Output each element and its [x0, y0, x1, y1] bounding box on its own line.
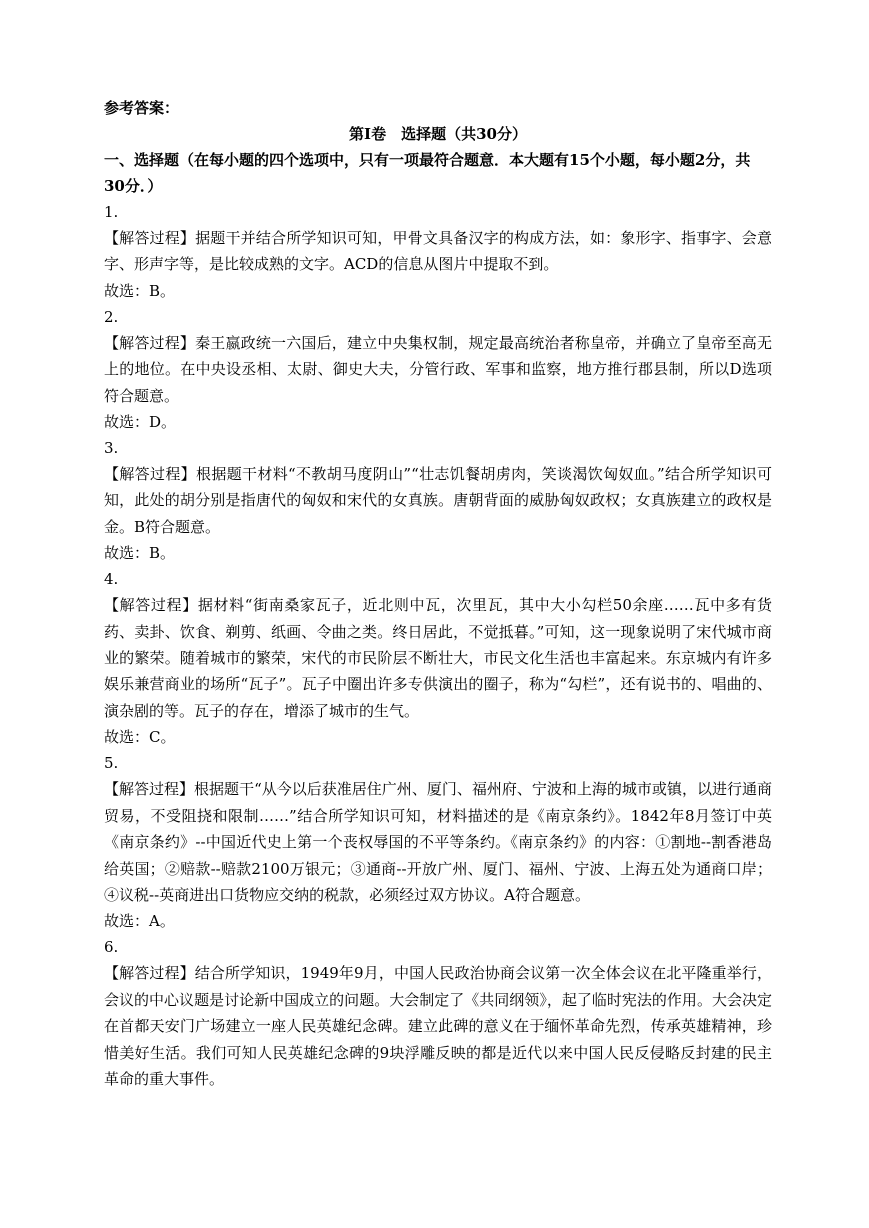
selected-answer: 故选：B。 [104, 281, 176, 300]
solution-explanation: 【解答过程】结合所学知识，1949年9月，中国人民政治协商会议第一次全体会议在北平隆重举行，会议的中心议题是讨论新中国成立的问题。大会制定了《共同纲领》，起了临时宪法的作用。大会决定在首都天安门广场建立一座人民英雄纪念碑。建立此碑的意义在于缅怀革命先烈，传承英雄精神，珍惜美好生活。我们可知人民英雄纪念碑的9块浮雕反映的都是近代以来中国人民反侵略反封建的民主革命的重大事件。 [104, 964, 772, 1088]
selected-answer: 故选：B。 [104, 544, 176, 563]
selected-answer: 故选：A。 [104, 912, 175, 931]
solution-explanation: 【解答过程】据材料“街南桑家瓦子，近北则中瓦，次里瓦，其中大小勾栏50余座……瓦中多有货药、卖卦、饮食、剃剪、纸画、令曲之类。终日居此，不觉抵暮。”可知，这一现象说明了宋代城市商业的繁荣。随着城市的繁荣，宋代的市民阶层不断壮大，市民文化生活也丰富起来。东京城内有许多娱乐兼营商业的场所“瓦子”。瓦子中圈出许多专供演出的圈子，称为“勾栏”，还有说书的、唱曲的、演杂剧的等。瓦子的存在，增添了城市的生气。 [104, 596, 772, 720]
solution-explanation: 【解答过程】据题干并结合所学知识可知，甲骨文具备汉字的构成方法，如：象形字、指事字、会意字、形声字等，是比较成熟的文字。ACD的信息从图片中提取不到。 [104, 229, 772, 274]
question-4 [104, 566, 772, 750]
question-number: 3. [104, 439, 119, 458]
volume-title: 第Ⅰ卷 选择题（共30分） [349, 125, 527, 143]
question-2 [104, 304, 772, 435]
question-number: 2. [104, 307, 119, 326]
question-5 [104, 750, 772, 934]
question-number: 6. [104, 938, 119, 957]
answer-key-heading: 参考答案： [104, 99, 180, 117]
question-1 [104, 199, 772, 304]
question-3 [104, 435, 772, 566]
section-title-line-2: 30分．） [104, 177, 163, 195]
question-number: 5. [104, 754, 119, 773]
question-number: 1. [104, 203, 119, 221]
selected-answer: 故选：C。 [104, 728, 176, 747]
solution-explanation: 【解答过程】秦王嬴政统一六国后，建立中央集权制，规定最高统治者称皇帝，并确立了皇帝至高无上的地位。在中央设丞相、太尉、御史大夫，分管行政、军事和监察，地方推行郡县制，所以D选项符合题意。 [104, 333, 772, 405]
question-number: 4. [104, 570, 119, 589]
selected-answer: 故选：D。 [104, 413, 177, 432]
section-title-line-1: 一、选择题（在每小题的四个选项中，只有一项最符合题意．本大题有15个小题，每小题2分，共 [104, 151, 751, 169]
solution-explanation: 【解答过程】根据题干“从今以后获准居住广州、厦门、福州府、宁波和上海的城市或镇，以进行通商贸易，不受阻挠和限制……”结合所学知识可知，材料描述的是《南京条约》。1842年8月签订中英《南京条约》--中国近代史上第一个丧权辱国的不平等条约。《南京条约》的内容：①割地--割香港岛给英国；②赔款--赔款2100万银元；③通商--开放广州、厦门、福州、宁波、上海五处为通商口岸；④议税--英商进出口货物应交纳的税款，必须经过双方协议。A符合题意。 [104, 780, 772, 904]
answer-key-page [104, 95, 772, 1092]
question-6 [104, 934, 772, 1092]
solution-explanation: 【解答过程】根据题干材料“不教胡马度阴山”“壮志饥餐胡虏肉，笑谈渴饮匈奴血。”结合所学知识可知，此处的胡分别是指唐代的匈奴和宋代的女真族。唐朝背面的威胁匈奴政权；女真族建立的政权是金。B符合题意。 [104, 465, 772, 536]
